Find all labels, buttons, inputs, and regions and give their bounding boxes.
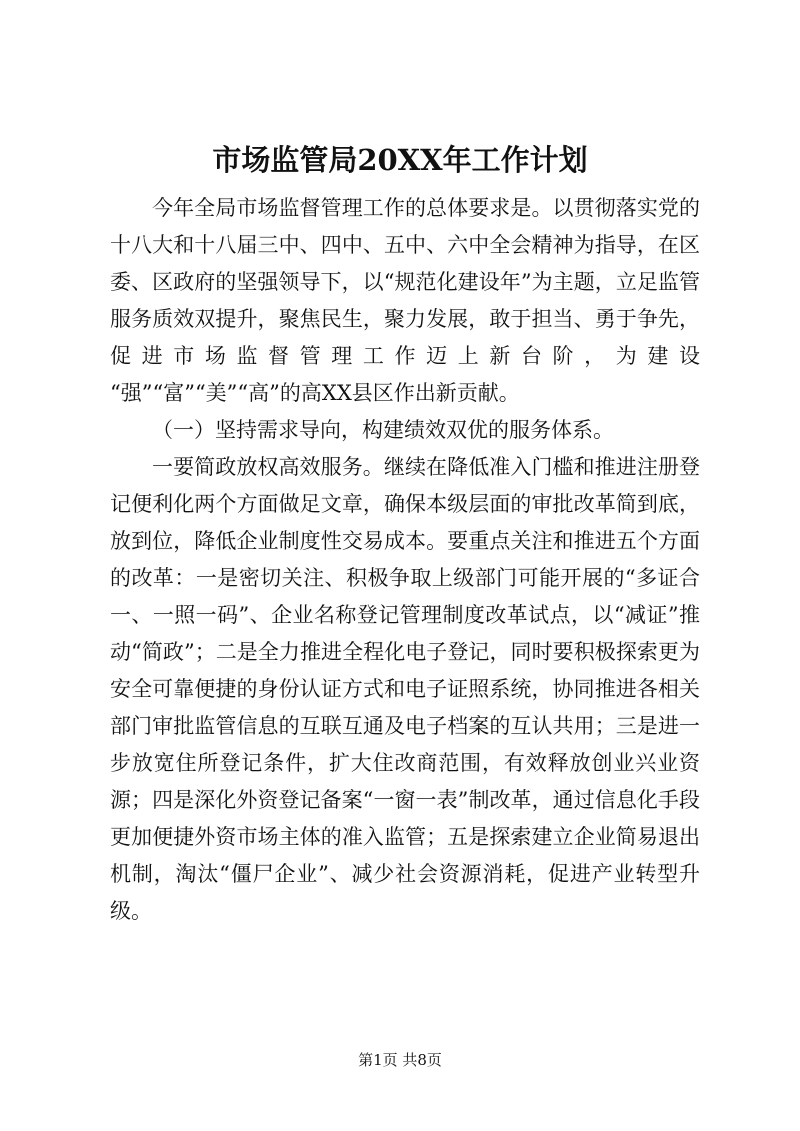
page-title: 市场监管局20XX年工作计划 bbox=[212, 143, 588, 177]
document-body bbox=[110, 190, 700, 930]
paragraph-simplify-administration: 一要简政放权高效服务。继续在降低准入门槛和推进注册登记便利化两个方面做足文章，确保本级层面的审批改革简到底，放到位，降低企业制度性交易成本。要重点关注和推进五个方面的改革：一是密切关注、积极争取上级部门可能开展的“多证合一、一照一码”、企业名称登记管理制度改革试点，以“减证”推动“简政”；二是全力推进全程化电子登记，同时要积极探索更为安全可靠便捷的身份认证方式和电子证照系统，协同推进各相关部门审批监管信息的互联互通及电子档案的互认共用；三是进一步放宽住所登记条件，扩大住改商范围，有效释放创业兴业资源；四是深化外资登记备案“一窗一表”制改革，通过信息化手段更加便捷外资市场主体的准入监管；五是探索建立企业简易退出机制，淘汰“僵尸企业”、减少社会资源消耗，促进产业转型升级。 bbox=[110, 455, 700, 923]
page-number: 第1页 共8页 bbox=[358, 1051, 442, 1069]
section-heading: （一）坚持需求导向，构建绩效双优的服务体系。 bbox=[152, 418, 614, 442]
paragraph-intro: 今年全局市场监督管理工作的总体要求是。以贯彻落实党的十八大和十八届三中、四中、五中、六中全会精神为指导，在区委、区政府的坚强领导下，以“规范化建设年”为主题，立足监管服务质效双提升，聚焦民生，聚力发展，敢于担当、勇于争先，促进市场监督管理工作迈上新台阶，为建设 bbox=[110, 196, 700, 368]
paragraph-intro-continued: “强”“富”“美”“高”的高XX县区作出新贡献。 bbox=[110, 381, 520, 405]
